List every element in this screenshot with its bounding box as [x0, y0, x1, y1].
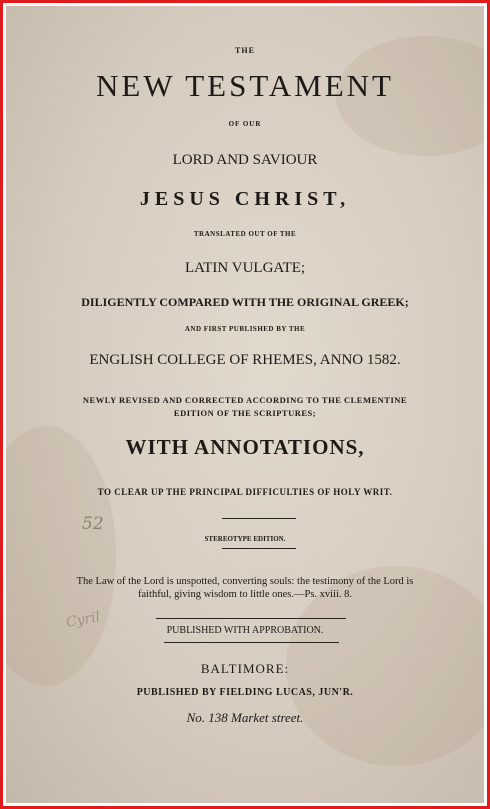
main-title: NEW TESTAMENT [96, 68, 394, 103]
rule-approbation-top [156, 618, 346, 619]
handwritten-number: 52 [82, 514, 104, 534]
english-college: ENGLISH COLLEGE OF RHEMES, ANNO 1582. [89, 352, 401, 368]
scripture-quote-line1: The Law of the Lord is unspotted, converting souls: the testimony of the Lord is [76, 576, 414, 587]
published-with-approbation: PUBLISHED WITH APPROBATION. [166, 625, 324, 636]
to-clear-up: TO CLEAR UP THE PRINCIPAL DIFFICULTIES OF HOLY WRIT. [97, 487, 393, 497]
of-our-label: OF OUR [228, 120, 262, 128]
baltimore: BALTIMORE: [200, 661, 290, 676]
translated-out-of-the: TRANSLATED OUT OF THE [193, 230, 297, 238]
rule-approbation-bottom [164, 642, 339, 643]
the-label: THE [235, 46, 255, 55]
handwritten-signature: Cyril [64, 609, 102, 631]
latin-vulgate: LATIN VULGATE; [184, 260, 306, 276]
address: No. 138 Market street. [186, 710, 304, 725]
newly-revised-line1: NEWLY REVISED AND CORRECTED ACCORDING TO THE CLEMENTINE [82, 395, 408, 405]
diligently-compared: DILIGENTLY COMPARED WITH THE ORIGINAL GREEK; [81, 295, 409, 309]
publisher: PUBLISHED BY FIELDING LUCAS, JUN'R. [136, 687, 354, 698]
scripture-quote-line2: faithful, giving wisdom to little ones.—Ps. xviii. 8. [137, 589, 353, 600]
lord-and-saviour: LORD AND SAVIOUR [172, 152, 318, 168]
and-first-published: AND FIRST PUBLISHED BY THE [184, 325, 306, 333]
with-annotations: WITH ANNOTATIONS, [125, 435, 365, 459]
rule-top [222, 518, 296, 519]
title-page [6, 6, 484, 803]
stereotype-edition: STEREOTYPE EDITION. [204, 535, 286, 543]
newly-revised-line2: EDITION OF THE SCRIPTURES; [173, 408, 317, 418]
jesus-christ: JESUS CHRIST, [139, 188, 351, 210]
rule-bottom [222, 548, 296, 549]
paper-stain [6, 426, 116, 686]
